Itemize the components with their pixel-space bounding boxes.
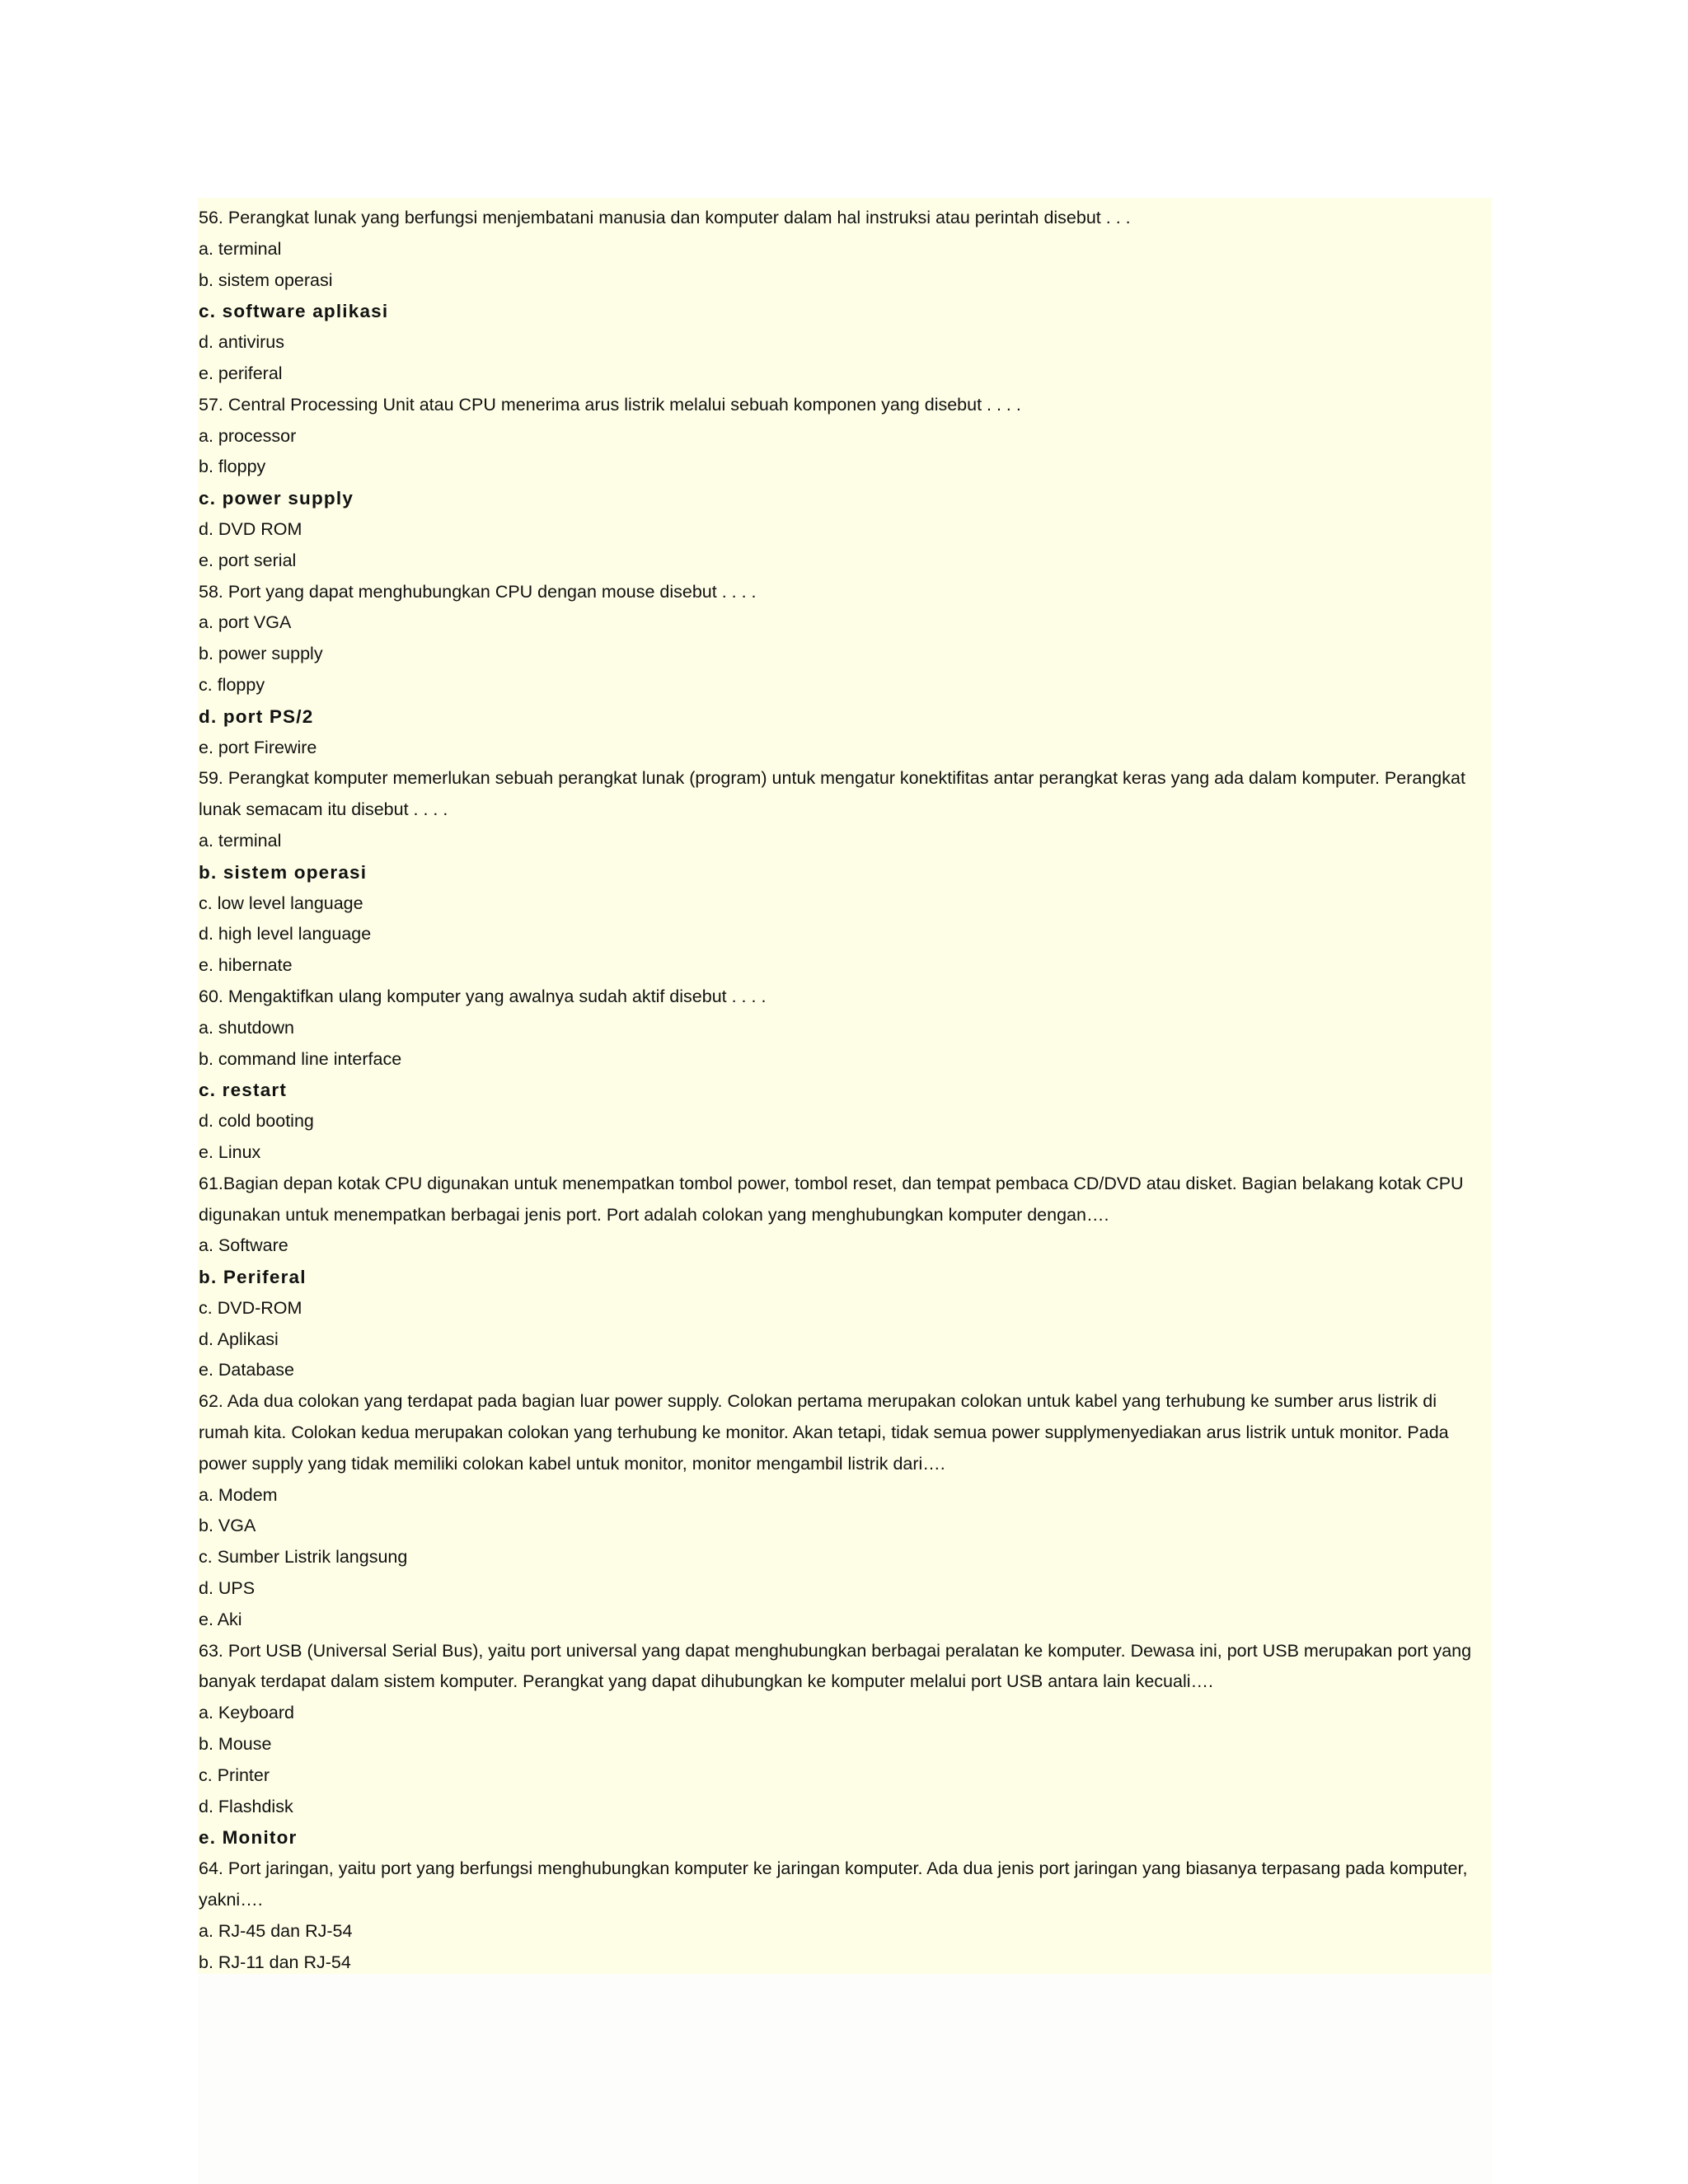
question-61 [199,1169,1488,1387]
question-number: 56. [199,208,223,227]
option-b: b. RJ-11 dan RJ-54 [199,1952,351,1972]
option-d: d. cold booting [199,1111,314,1132]
question-text [199,577,1488,608]
option-d: d. Aplikasi [199,1329,279,1349]
option-c: c. floppy [199,674,265,695]
option-b: b. sistem operasi [199,269,333,290]
option-a: a. port VGA [199,612,292,633]
option-b-answer: b. sistem operasi [199,861,368,883]
question-number: 59. [199,768,223,789]
option-a: a. terminal [199,238,282,259]
option-e: e. periferal [199,363,283,383]
question-body: Ada dua colokan yang terdapat pada bagian luar power supply. Colokan pertama merupakan colokan untuk kabel yang terhubung ke sumber arus listrik di rumah kita. Colokan kedua merupakan colokan yang terhubung ke monitor. Akan tetapi, tidak semua power supplymenyediakan arus listrik untuk monitor. Pada power supply yang tidak memiliki colokan kabel untuk monitor, monitor mengambil listrik dari…. [199,1391,1449,1474]
question-60 [199,982,1488,1169]
question-number: 57. [199,394,223,415]
question-57 [199,390,1488,577]
question-number: 58. [199,581,223,602]
quiz-content [199,203,1488,1978]
question-number: 62. [199,1391,223,1412]
option-b: b. VGA [199,1516,256,1536]
question-62 [199,1386,1488,1635]
option-b-answer: b. Periferal [199,1267,307,1288]
question-64 [199,1854,1488,1978]
question-text [199,1386,1488,1479]
option-b: b. power supply [199,644,323,664]
option-a: a. processor [199,425,297,446]
question-body: Bagian depan kotak CPU digunakan untuk menempatkan tombol power, tombol reset, dan tempat pembaca CD/DVD atau disket. Bagian belakang kotak CPU digunakan untuk menempatkan berbagai jenis port. Port adalah colokan yang menghubungkan komputer dengan…. [199,1173,1464,1225]
option-d: d. UPS [199,1578,256,1599]
option-c: c. Printer [199,1765,270,1785]
question-body: Mengaktifkan ulang komputer yang awalnya sudah aktif disebut . . . . [227,986,767,1006]
question-number: 61. [199,1173,223,1193]
question-text [199,982,1488,1013]
option-e: e. hibernate [199,955,293,976]
option-b: b. floppy [199,457,266,477]
question-number: 60. [199,986,223,1006]
question-text [199,763,1488,826]
question-58 [199,577,1488,764]
question-body: Port jaringan, yaitu port yang berfungsi menghubungkan komputer ke jaringan komputer. Ada dua jenis port jaringan yang biasanya terpasang pada komputer, yakni…. [199,1858,1468,1910]
option-b: b. command line interface [199,1048,402,1069]
option-c-answer: c. power supply [199,488,354,509]
question-body: Perangkat komputer memerlukan sebuah perangkat lunak (program) untuk mengatur konektifitas antar perangkat keras yang ada dalam komputer. Perangkat lunak semacam itu disebut . . . . [199,768,1465,820]
option-d: d. DVD ROM [199,518,302,539]
question-body: Port yang dapat menghubungkan CPU dengan mouse disebut . . . . [227,581,757,602]
option-d-answer: d. port PS/2 [199,705,314,727]
option-c-answer: c. restart [199,1080,288,1101]
option-b: b. Mouse [199,1734,272,1755]
question-59 [199,763,1488,982]
option-e: e. port serial [199,550,297,570]
option-c-answer: c. software aplikasi [199,301,389,322]
option-d: d. antivirus [199,332,284,353]
option-a: a. RJ-45 dan RJ-54 [199,1920,353,1941]
option-c: c. low level language [199,893,363,913]
option-e-answer: e. Monitor [199,1827,298,1849]
option-a: a. terminal [199,830,282,851]
question-text [199,1169,1488,1231]
question-number: 64. [199,1858,223,1879]
option-a: a. Modem [199,1484,278,1505]
option-c: c. DVD-ROM [199,1297,302,1318]
question-text [199,1636,1488,1699]
option-c: c. Sumber Listrik langsung [199,1547,408,1568]
page-shade [198,1974,1492,2184]
option-a: a. Software [199,1235,288,1256]
question-text [199,1854,1488,1916]
option-a: a. shutdown [199,1017,294,1038]
question-body: Perangkat lunak yang berfungsi menjembatani manusia dan komputer dalam hal instruksi atau perintah disebut . . . [227,208,1131,227]
option-a: a. Keyboard [199,1703,294,1723]
option-e: e. Linux [199,1141,261,1162]
question-body: Central Processing Unit atau CPU menerima arus listrik melalui sebuah komponen yang disebut . . . . [227,394,1021,415]
question-body: Port USB (Universal Serial Bus), yaitu port universal yang dapat menghubungkan berbagai peralatan ke komputer. Dewasa ini, port USB merupakan port yang banyak terdapat dalam sistem komputer. Perangkat yang dapat dihubungkan ke komputer melalui port USB antara lain kecuali…. [199,1640,1472,1692]
question-63 [199,1636,1488,1854]
option-e: e. port Firewire [199,737,317,757]
question-number: 63. [199,1640,223,1661]
option-e: e. Aki [199,1609,242,1629]
option-e: e. Database [199,1360,294,1380]
question-56 [199,203,1488,390]
question-text [199,203,1488,234]
option-d: d. Flashdisk [199,1796,293,1816]
option-d: d. high level language [199,924,372,944]
question-text [199,390,1488,421]
